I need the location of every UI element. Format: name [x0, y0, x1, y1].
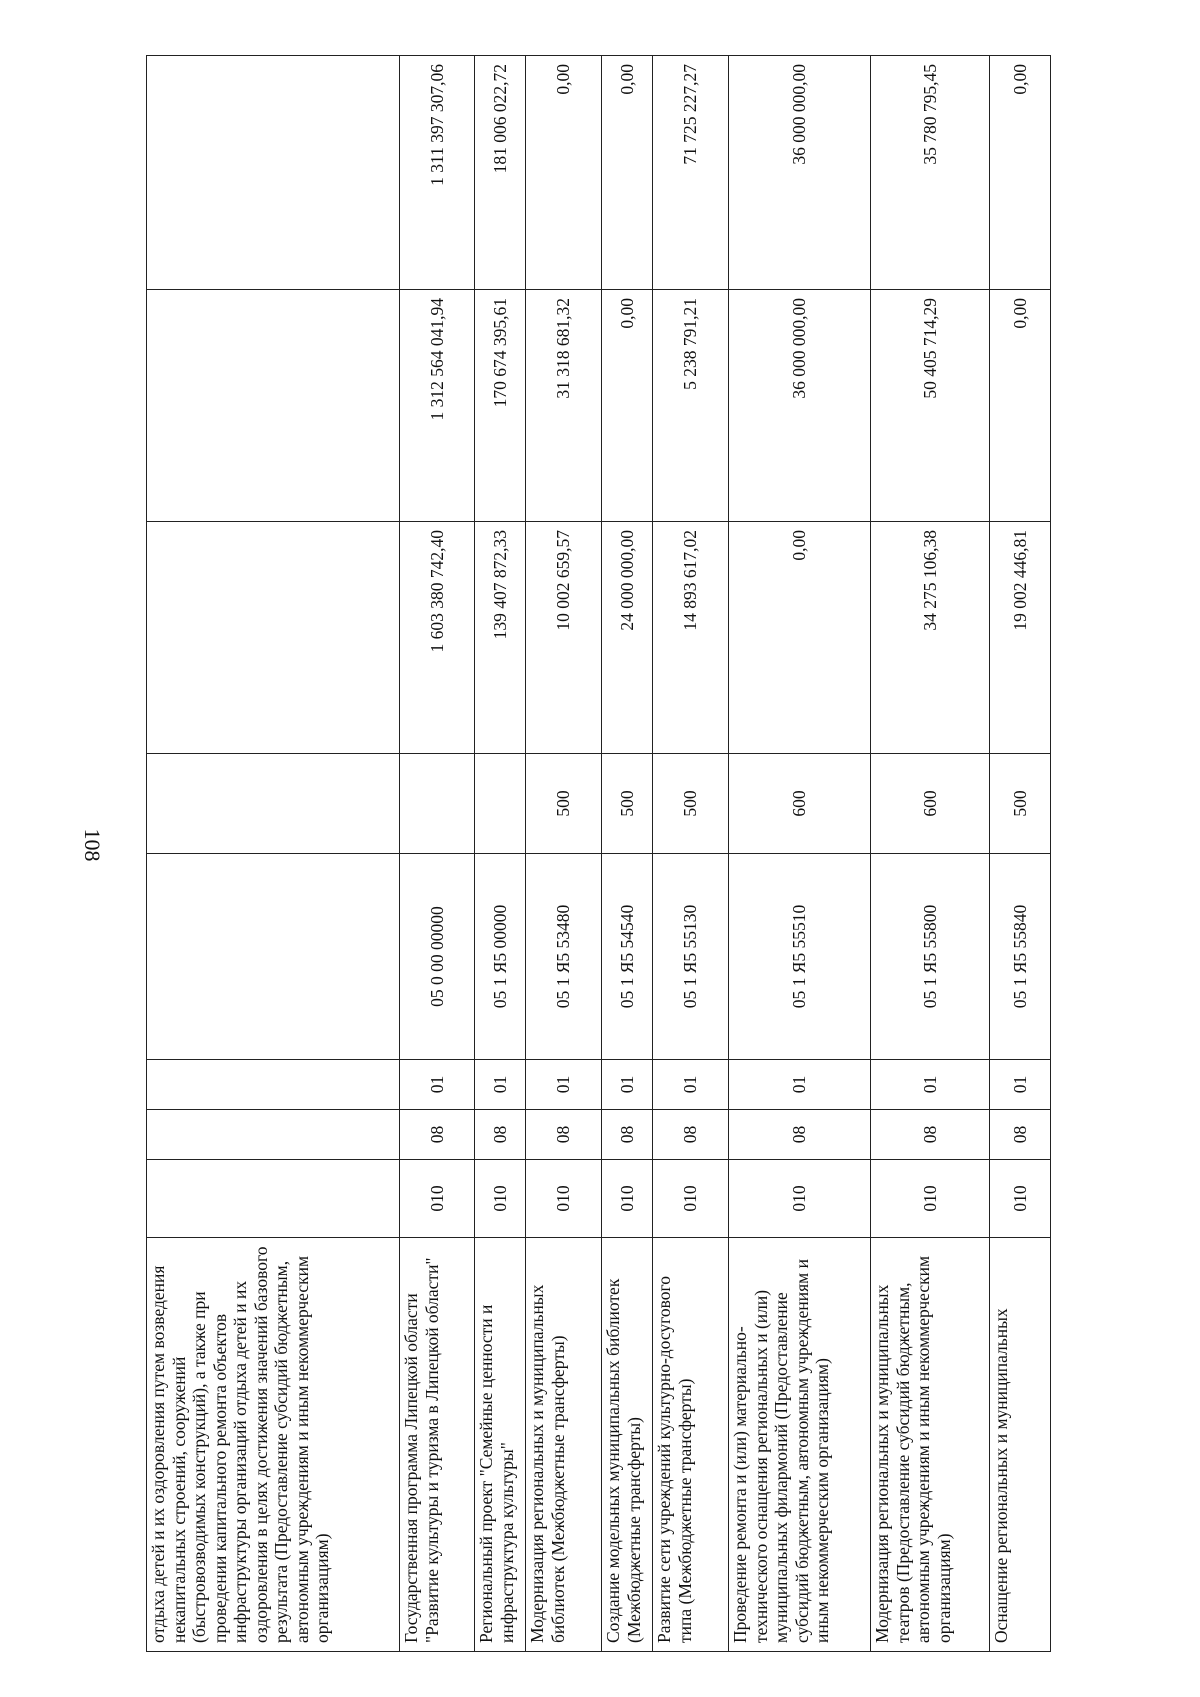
- amount-year-2: [147, 290, 400, 522]
- amount-year-2: 0,00: [990, 290, 1051, 522]
- section-code: 08: [526, 1110, 602, 1160]
- row-name: Модернизация региональных и муниципальных библиотек (Межбюджетные трансферты): [526, 1238, 602, 1652]
- table-row: [990, 56, 1051, 1652]
- amount-year-1: 34 275 106,38: [871, 522, 990, 754]
- table-row: [147, 56, 400, 1652]
- amount-year-3: 0,00: [526, 56, 602, 290]
- section-code: 08: [990, 1110, 1051, 1160]
- subsection-code: [147, 1060, 400, 1110]
- subsection-code: 01: [990, 1060, 1051, 1110]
- amount-year-2: 5 238 791,21: [653, 290, 729, 522]
- row-name: Оснащение региональных и муниципальных: [990, 1238, 1051, 1652]
- target-article-code: 05 1 Я5 55510: [729, 854, 871, 1060]
- admin-code: 010: [653, 1160, 729, 1238]
- table-row: [475, 56, 526, 1652]
- row-name: Развитие сети учреждений культурно-досугового типа (Межбюджетные трансферты): [653, 1238, 729, 1652]
- target-article-code: 05 1 Я5 54540: [602, 854, 653, 1060]
- admin-code: 010: [400, 1160, 475, 1238]
- expense-type-code: 600: [871, 754, 990, 854]
- table-row: [400, 56, 475, 1652]
- amount-year-3: [147, 56, 400, 290]
- expense-type-code: 600: [729, 754, 871, 854]
- budget-table: [146, 55, 1051, 1652]
- amount-year-1: 139 407 872,33: [475, 522, 526, 754]
- page-number: 108: [80, 828, 105, 862]
- amount-year-3: 0,00: [602, 56, 653, 290]
- target-article-code: 05 1 Я5 53480: [526, 854, 602, 1060]
- amount-year-3: 1 311 397 307,06: [400, 56, 475, 290]
- admin-code: [147, 1160, 400, 1238]
- subsection-code: 01: [602, 1060, 653, 1110]
- row-name: Проведение ремонта и (или) материально-технического оснащения региональных и (или) муниципальных филармоний (Предоставление субсидий бюджетным, автономным учреждениям и иным некоммерческим организациям): [729, 1238, 871, 1652]
- amount-year-3: 0,00: [990, 56, 1051, 290]
- amount-year-2: 31 318 681,32: [526, 290, 602, 522]
- subsection-code: 01: [729, 1060, 871, 1110]
- section-code: 08: [602, 1110, 653, 1160]
- target-article-code: 05 1 Я5 55840: [990, 854, 1051, 1060]
- amount-year-2: 0,00: [602, 290, 653, 522]
- target-article-code: 05 1 Я5 55800: [871, 854, 990, 1060]
- expense-type-code: [400, 754, 475, 854]
- admin-code: 010: [475, 1160, 526, 1238]
- subsection-code: 01: [526, 1060, 602, 1110]
- row-name: Региональный проект "Семейные ценности и инфраструктура культуры": [475, 1238, 526, 1652]
- amount-year-3: 181 006 022,72: [475, 56, 526, 290]
- target-article-code: [147, 854, 400, 1060]
- target-article-code: 05 1 Я5 00000: [475, 854, 526, 1060]
- amount-year-3: 71 725 227,27: [653, 56, 729, 290]
- amount-year-1: 24 000 000,00: [602, 522, 653, 754]
- subsection-code: 01: [871, 1060, 990, 1110]
- table-row: [526, 56, 602, 1652]
- section-code: 08: [400, 1110, 475, 1160]
- subsection-code: 01: [400, 1060, 475, 1110]
- table-row: [602, 56, 653, 1652]
- admin-code: 010: [602, 1160, 653, 1238]
- section-code: [147, 1110, 400, 1160]
- row-name: Создание модельных муниципальных библиотек (Межбюджетные трансферты): [602, 1238, 653, 1652]
- row-name: Модернизация региональных и муниципальных театров (Предоставление субсидий бюджетным, автономным учреждениям и иным некоммерческим организациям): [871, 1238, 990, 1652]
- expense-type-code: [147, 754, 400, 854]
- table-row: [729, 56, 871, 1652]
- section-code: 08: [653, 1110, 729, 1160]
- amount-year-2: 1 312 564 041,94: [400, 290, 475, 522]
- amount-year-1: 19 002 446,81: [990, 522, 1051, 754]
- row-name: отдыха детей и их оздоровления путем возведения некапитальных строений, сооружений (быстровозводимых конструкций), а также при проведении капитального ремонта объектов инфраструктуры организаций отдыха детей и их оздоровления в целях достижения значений базового результата (Предоставление субсидий бюджетным, автономным учреждениям и иным некоммерческим организациям): [147, 1238, 400, 1652]
- amount-year-1: [147, 522, 400, 754]
- expense-type-code: 500: [653, 754, 729, 854]
- amount-year-1: 10 002 659,57: [526, 522, 602, 754]
- expense-type-code: 500: [990, 754, 1051, 854]
- target-article-code: 05 1 Я5 55130: [653, 854, 729, 1060]
- expense-type-code: 500: [526, 754, 602, 854]
- subsection-code: 01: [653, 1060, 729, 1110]
- amount-year-3: 35 780 795,45: [871, 56, 990, 290]
- amount-year-1: 0,00: [729, 522, 871, 754]
- amount-year-2: 36 000 000,00: [729, 290, 871, 522]
- admin-code: 010: [990, 1160, 1051, 1238]
- budget-table-rotated: [146, 56, 1050, 1652]
- section-code: 08: [729, 1110, 871, 1160]
- amount-year-2: 50 405 714,29: [871, 290, 990, 522]
- admin-code: 010: [729, 1160, 871, 1238]
- target-article-code: 05 0 00 00000: [400, 854, 475, 1060]
- row-name: Государственная программа Липецкой области "Развитие культуры и туризма в Липецкой области": [400, 1238, 475, 1652]
- section-code: 08: [871, 1110, 990, 1160]
- section-code: 08: [475, 1110, 526, 1160]
- table-row: [871, 56, 990, 1652]
- amount-year-1: 1 603 380 742,40: [400, 522, 475, 754]
- table-row: [653, 56, 729, 1652]
- expense-type-code: [475, 754, 526, 854]
- expense-type-code: 500: [602, 754, 653, 854]
- admin-code: 010: [526, 1160, 602, 1238]
- subsection-code: 01: [475, 1060, 526, 1110]
- admin-code: 010: [871, 1160, 990, 1238]
- amount-year-1: 14 893 617,02: [653, 522, 729, 754]
- amount-year-3: 36 000 000,00: [729, 56, 871, 290]
- amount-year-2: 170 674 395,61: [475, 290, 526, 522]
